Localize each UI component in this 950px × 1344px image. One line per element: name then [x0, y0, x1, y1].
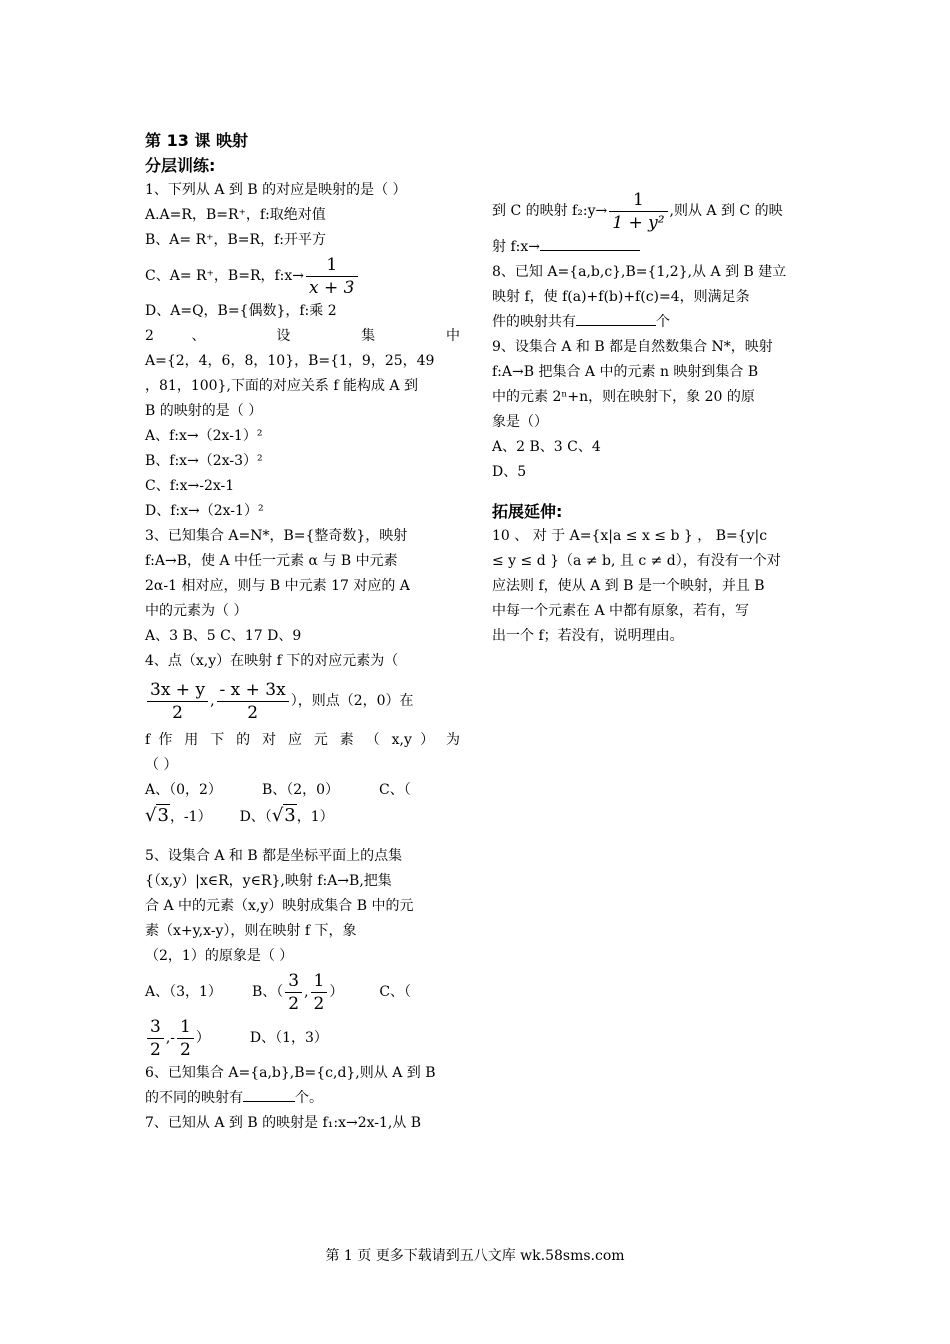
- q9-line-2: f:A→B 把集合 A 中的元素 n 映射到集合 B: [492, 364, 759, 380]
- q3-line-2: f:A→B，使 A 中任一元素 α 与 B 中元素: [145, 553, 398, 569]
- q3-options: A、3 B、5 C、17 D、9: [145, 628, 302, 644]
- q3-line-3: 2α-1 相对应，则与 B 中元素 17 对应的 A: [145, 578, 410, 594]
- extension-heading: 拓展延伸:: [492, 502, 563, 521]
- fraction: $\frac{1}{2}$: [311, 970, 328, 1015]
- q5-line-3: 合 A 中的元素（x,y）映射成集合 B 中的元: [145, 898, 414, 914]
- q2-option-d: D、f:x→（2x-1）²: [145, 503, 264, 519]
- q9-line-1: 9、设集合 A 和 B 都是自然数集合 N*，映射: [492, 339, 773, 355]
- q7-line-3: 射 f:x→: [492, 235, 807, 260]
- q10-line-3: 应法则 f，使从 A 到 B 是一个映射，并且 B: [492, 578, 765, 594]
- q9-line-4: 象是（）: [492, 414, 548, 430]
- page-title: 第 13 课 映射: [145, 131, 248, 150]
- q8-line-1: 8、已知 A={a,b,c},B={1,2},从 A 到 B 建立: [492, 264, 787, 280]
- right-column: [492, 187, 807, 649]
- q8-line-2: 映射 f，使 f(a)+f(b)+f(c)=4，则满足条: [492, 289, 750, 305]
- q2-line-4: B 的映射的是（ ）: [145, 403, 263, 419]
- question-9: [492, 335, 807, 485]
- question-7-start: [145, 1111, 460, 1136]
- q9-options: A、2 B、3 C、4: [492, 439, 601, 455]
- question-8: [492, 260, 807, 335]
- question-6: [145, 1061, 460, 1111]
- q2-line-1: 2 、 设 集 中: [145, 328, 460, 344]
- q5-line-4: 素（x+y,x-y），则在映射 f 下，象: [145, 923, 357, 939]
- q8-line-3: 件的映射共有 个: [492, 314, 670, 330]
- fraction: $\frac{1}{2}$: [177, 1016, 194, 1061]
- question-1: [145, 178, 460, 324]
- q2-option-c: C、f:x→-2x-1: [145, 478, 235, 494]
- q6-line-2: 的不同的映射有 个。: [145, 1090, 323, 1106]
- sqrt-expression: - x + 3x: [217, 679, 289, 702]
- q1-option-d: D、A=Q，B={偶数}，f:乘 2: [145, 303, 337, 319]
- page-footer: 第 1 页 更多下载请到五八文库 wk.58sms.com: [325, 1248, 625, 1264]
- q9-option-d: D、5: [492, 464, 527, 480]
- q4-options-ab: A、（0，2） B、（2，0） C、（: [145, 782, 411, 798]
- answer-blank: [540, 250, 640, 251]
- question-5: [145, 844, 460, 1061]
- fraction: $\frac{1}{\text{1 + y²}}$: [609, 189, 667, 234]
- sqrt: √3: [145, 805, 169, 826]
- q1-option-b: B、A= R⁺，B=R，f:开平方: [145, 232, 326, 248]
- q10-line-5: 出一个 f；若没有，说明理由。: [492, 628, 684, 644]
- question-10: [492, 524, 807, 649]
- section-heading: 分层训练:: [145, 156, 216, 175]
- q5-line-1: 5、设集合 A 和 B 都是坐标平面上的点集: [145, 848, 403, 864]
- q10-line-1: 10 、 对 于 A={x|a ≤ x ≤ b } ， B={y|c: [492, 528, 768, 544]
- answer-blank: [243, 1101, 295, 1102]
- q4-line-4: （ ）: [145, 757, 178, 773]
- fraction: $\frac{1}{x + 3}$: [306, 254, 357, 299]
- question-4: [145, 649, 460, 830]
- q2-option-b: B、f:x→（2x-3）²: [145, 453, 263, 469]
- q4-line-3: f 作 用 下 的 对 应 元 素 （ x,y ） 为: [145, 732, 460, 748]
- q5-line-5: （2，1）的原象是（ ）: [145, 948, 294, 964]
- q2-line-2: A={2，4，6，8，10}，B={1，9，25，49: [145, 353, 435, 369]
- sqrt-expression: 3x + y: [147, 679, 208, 702]
- fraction: $\frac{3}{2}$: [285, 970, 302, 1015]
- q3-line-1: 3、已知集合 A=N*，B={整奇数}，映射: [145, 528, 408, 544]
- question-3: [145, 524, 460, 649]
- fraction: $\frac{3x + y}{2}$: [147, 679, 208, 724]
- q5-line-2: {（x,y）|x∈R，y∈R},映射 f:A→B,把集: [145, 873, 392, 889]
- left-column: [145, 128, 460, 1136]
- q4-formula: $\frac{3x + y}{2}$ , $\frac{- x + 3x}{2}$ ），则点（2，0）在: [145, 674, 460, 728]
- answer-blank: [576, 325, 656, 326]
- q1-stem: 1、下列从 A 到 B 的对应是映射的是（ ）: [145, 182, 407, 198]
- q4-line-1: 4、点（x,y）在映射 f 下的对应元素为（: [145, 653, 399, 669]
- q1-option-a: A.A=R，B=R⁺，f:取绝对值: [145, 207, 326, 223]
- q2-line-3: ，81，100},下面的对应关系 f 能构成 A 到: [145, 378, 418, 394]
- sqrt: √3: [271, 805, 296, 826]
- fraction: $\frac{3}{2}$: [147, 1016, 164, 1061]
- question-2: [145, 324, 460, 524]
- q4-options-cd: √3，-1） D、（√3，1）: [145, 805, 334, 826]
- q10-line-2: ≤ y ≤ d }（a ≠ b, 且 c ≠ d），有没有一个对: [492, 553, 781, 569]
- q2-option-a: A、f:x→（2x-1）²: [145, 428, 263, 444]
- q9-line-3: 中的元素 2ⁿ+n，则在映射下，象 20 的原: [492, 389, 755, 405]
- q5-options-abc: A、（3，1） B、（ $\frac{3}{2}$ , $\frac{1}{2}$ ） C、（: [145, 970, 412, 1014]
- q7-line-2: 到 C 的映射 f₂:y→ $\frac{1}{\text{1 + y²}}$ ,则从 A 到 C 的映: [492, 189, 783, 233]
- q10-line-4: 中每一个元素在 A 中都有原象，若有，写: [492, 603, 750, 619]
- fraction: $\frac{- x + 3x}{2}$: [217, 679, 289, 724]
- q1-option-c: C、A= R⁺，B=R，f:x→ $\frac{1}{x + 3}$: [145, 253, 460, 299]
- q5-options-cd: $\frac{3}{2}$ ,- $\frac{1}{2}$ ） D、（1，3）: [145, 1015, 460, 1061]
- q7-line-1: 7、已知从 A 到 B 的映射是 f₁:x→2x-1,从 B: [145, 1115, 422, 1131]
- q6-line-1: 6、已知集合 A={a,b},B={c,d},则从 A 到 B: [145, 1065, 436, 1081]
- q3-line-4: 中的元素为（ ）: [145, 603, 248, 619]
